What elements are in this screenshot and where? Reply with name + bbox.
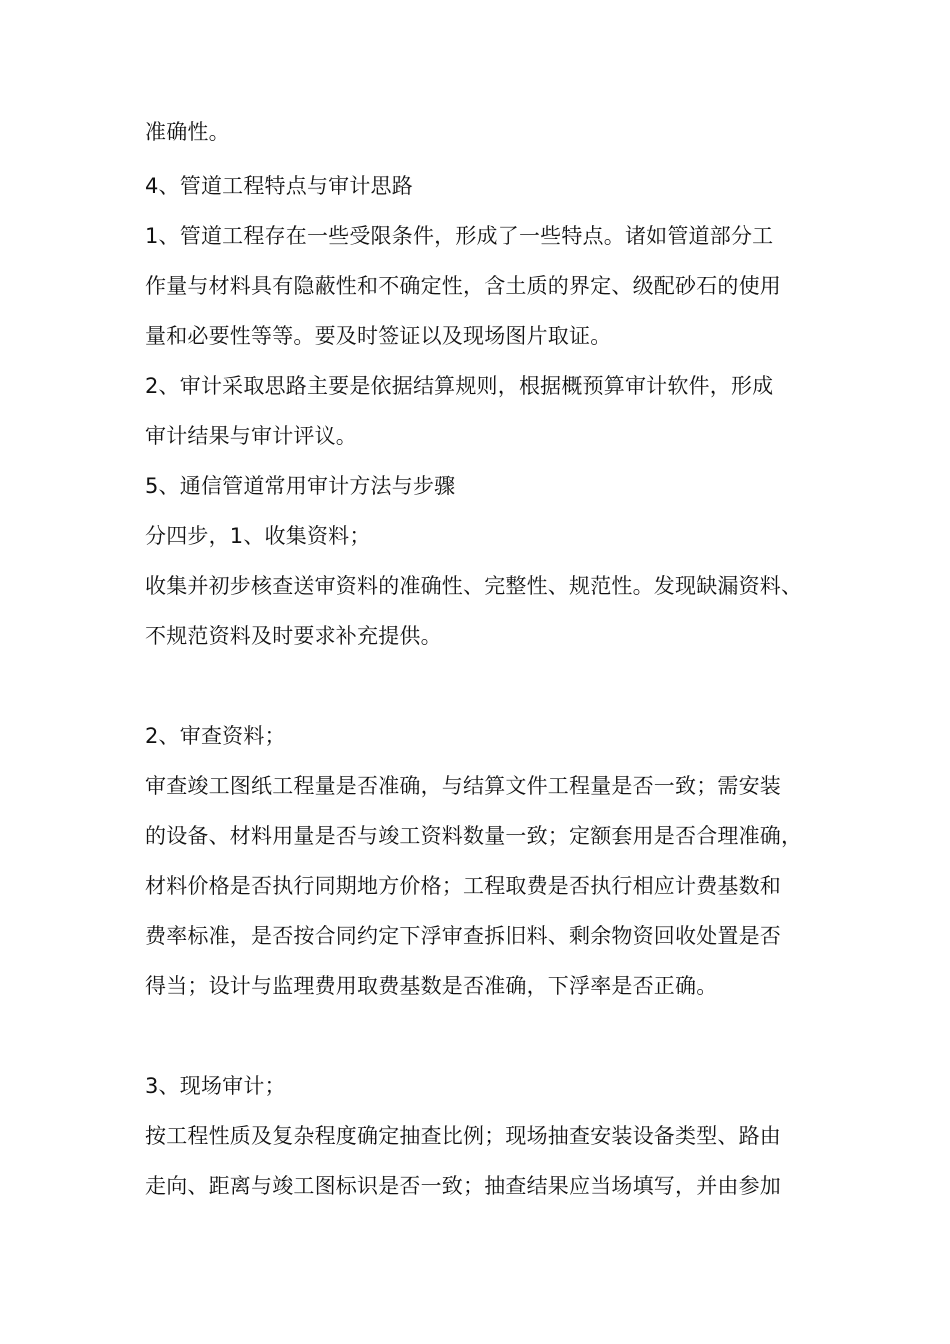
text-line: 按工程性质及复杂程度确定抽查比例；现场抽查安装设备类型、路由 xyxy=(145,1124,781,1148)
text-line: 走向、距离与竣工图标识是否一致；抽查结果应当场填写，并由参加 xyxy=(145,1174,781,1198)
step-heading-2: 2、审查资料； xyxy=(145,724,286,748)
section-heading-5: 5、通信管道常用审计方法与步骤 xyxy=(145,474,456,498)
step-heading-1: 分四步，1、收集资料； xyxy=(145,524,371,548)
text-line: 费率标准，是否按合同约定下浮审查拆旧料、剩余物资回收处置是否 xyxy=(145,924,781,948)
text-line: 1、管道工程存在一些受限条件，形成了一些特点。诸如管道部分工 xyxy=(145,224,774,248)
text-line: 得当；设计与监理费用取费基数是否准确，下浮率是否正确。 xyxy=(145,974,718,998)
text-line: 审查竣工图纸工程量是否准确，与结算文件工程量是否一致；需安装 xyxy=(145,774,781,798)
text-line: 不规范资料及时要求补充提供。 xyxy=(145,624,442,648)
text-line: 作量与材料具有隐蔽性和不确定性，含土质的界定、级配砂石的使用 xyxy=(145,274,781,298)
text-line: 的设备、材料用量是否与竣工资料数量一致；定额套用是否合理准确， xyxy=(145,824,803,848)
text-line: 2、审计采取思路主要是依据结算规则，根据概预算审计软件，形成 xyxy=(145,374,774,398)
text-line: 审计结果与审计评议。 xyxy=(145,424,357,448)
text-line: 量和必要性等等。要及时签证以及现场图片取证。 xyxy=(145,324,612,348)
step-heading-3: 3、现场审计； xyxy=(145,1074,286,1098)
text-line: 收集并初步核查送审资料的准确性、完整性、规范性。发现缺漏资料、 xyxy=(145,574,803,598)
text-line-continuation: 准确性。 xyxy=(145,120,230,144)
text-line: 材料价格是否执行同期地方价格；工程取费是否执行相应计费基数和 xyxy=(145,874,781,898)
section-heading-4: 4、管道工程特点与审计思路 xyxy=(145,174,413,198)
